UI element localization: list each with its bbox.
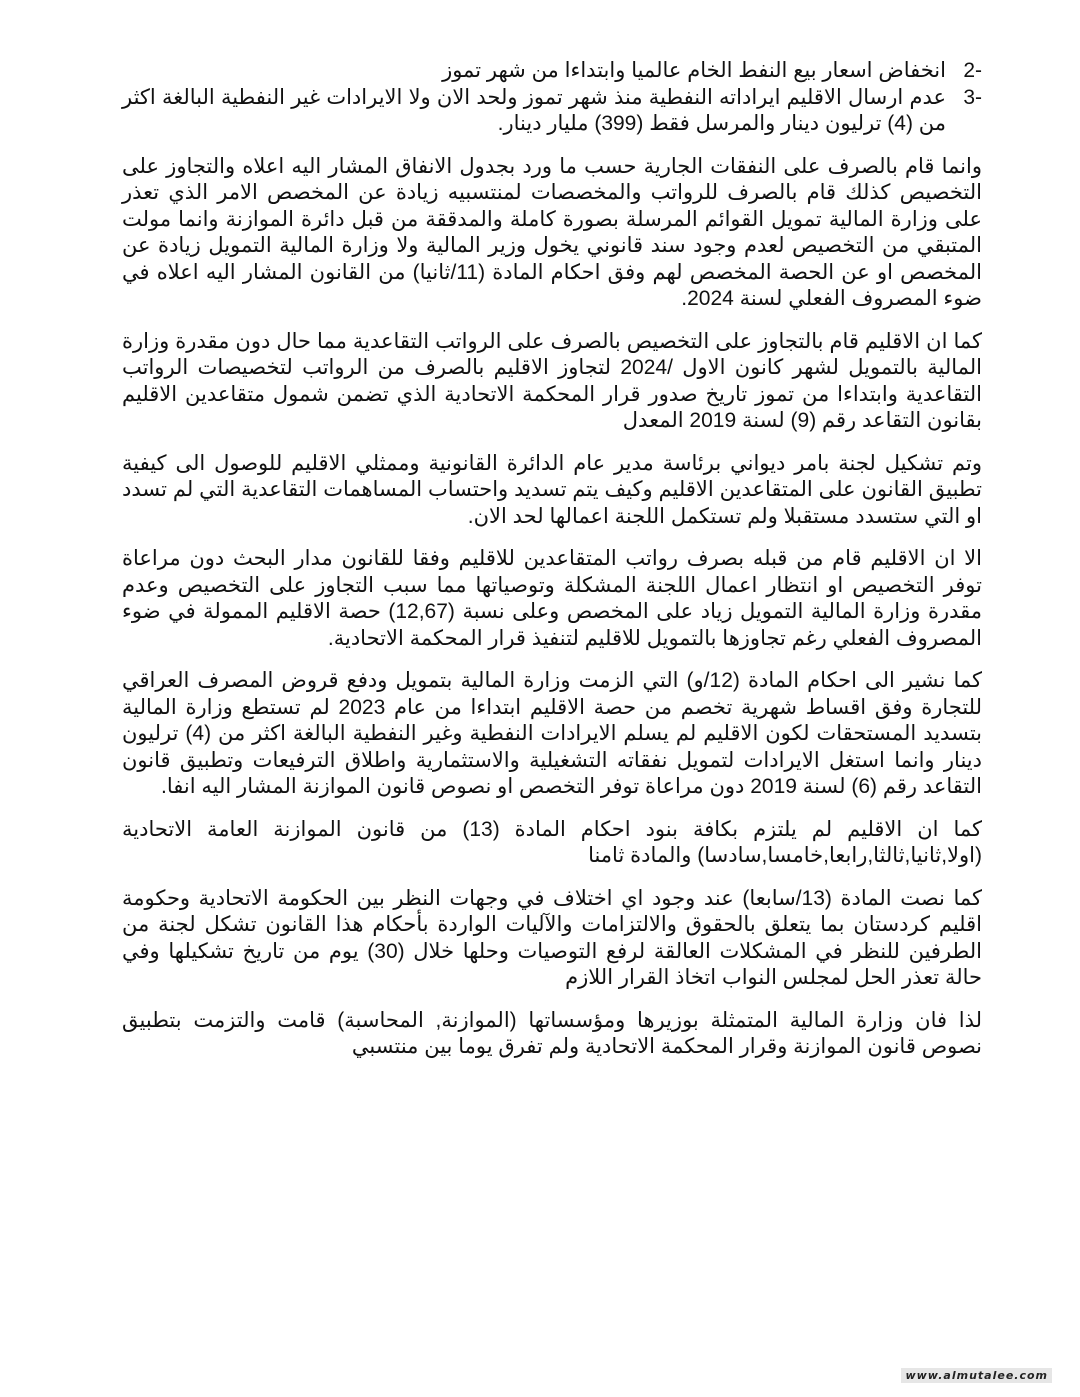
paragraph-article-13: كما ان الاقليم لم يلتزم بكافة بنود احكام المادة (13) من قانون الموازنة العامة الاتحادية (اولا,ثانيا,ثالثا,رابعا,خامسا,سادسا) والمادة ثامنا — [122, 817, 983, 867]
paragraph-conclusion: لذا فان وزارة المالية المتمثلة بوزيرها ومؤسساتها (الموازنة, المحاسبة) قامت والتزمت بتطبيق نصوص قانون الموازنة وقرار المحكمة الاتحادية ولم تفرق يوما بين منتسبي — [122, 1008, 982, 1058]
list-item — [122, 85, 982, 138]
paragraph-pension-overrun: كما ان الاقليم قام بالتجاوز على التخصيص بالصرف على الرواتب التقاعدية مما حال دون مقدرة وزارة المالية بالتمويل لشهر كانون الاول /2024 لتجاوز الاقليم بالصرف من الرواتب لتخصيصات الرواتب التقاعدية وابتداءا من تموز تاريخ صدور قرار المحكمة الاتحادية الذي تضمن شمول متقاعدين الاقليم بقانون التقاعد رقم (9) لسنة 2019 المعدل — [122, 329, 982, 432]
list-item-text: عدم ارسال الاقليم ايراداته النفطية منذ شهر تموز ولحد الان ولا الايرادات غير النفطية البالغة اكثر من (4) ترليون دينار والمرسل فقط (399) مليار دينار. — [122, 85, 946, 135]
list-item — [122, 58, 982, 85]
paragraph-expenditure-overrun: وانما قام بالصرف على النفقات الجارية حسب ما ورد بجدول الانفاق المشار اليه اعلاه والتجاوز على التخصيص كذلك قام بالصرف للرواتب والمخصصات لمنتسبيه زيادة عن المخصص الامر الذي تعذر على وزارة المالية تمويل القوائم المرسلة بصورة كاملة والمدققة من قبل دائرة الموازنة وانما مولت المتبقي من التخصيص لعدم وجود سند قانوني يخول وزير المالية ولا وزارة المالية التمويل زيادة عن المخصص او عن الحصة المخصص لهم وفق احكام المادة (11/ثانيا) من القانون المشار اليه اعلاه في ضوء المصروف الفعلي لسنة 2024. — [122, 154, 982, 310]
paragraph-article-13-seventh: كما نصت المادة (13/سابعا) عند وجود اي اختلاف في وجهات النظر بين الحكومة الاتحادية وحكومة اقليم كردستان بما يتعلق بالحقوق والالتزامات والآليات الواردة بأحكام هذا القانون تشكل لجنة من الطرفين للنظر في المشكلات العالقة لرفع التوصيات وحلها خلال (30) يوم من تاريخ تشكيلها وفي حالة تعذر الحل لمجلس النواب اتخاذ القرار اللازم — [122, 886, 982, 989]
list-item-text: انخفاض اسعار بيع النفط الخام عالميا وابتداءا من شهر تموز — [442, 59, 946, 82]
site-watermark: www.almutalee.com — [901, 1368, 1052, 1383]
paragraph-committee-formation: وتم تشكيل لجنة بامر ديواني برئاسة مدير عام الدائرة القانونية وممثلي الاقليم للوصول الى كيفية تطبيق القانون على المتقاعدين الاقليم وكيف يتم تسديد واحتساب المساهمات التقاعدية التي لم تسدد او التي ستسدد مستقبلا ولم تستكمل اللجنة اعمالها لحد الان. — [122, 451, 982, 528]
document-page — [122, 58, 982, 1077]
list-number: -2 — [963, 59, 982, 82]
list-number: -3 — [963, 85, 982, 109]
paragraph-bank-loans: كما نشير الى احكام المادة (12/و) التي الزمت وزارة المالية بتمويل ودفع قروض المصرف العراقي للتجارة وفق اقساط شهرية تخصم من حصة الاقليم ابتداءا من عام 2023 لم تستطع وزارة المالية بتسديد المستحقات لكون الاقليم لم يسلم الايرادات النفطية وغير النفطية البالغة اكثر من (4) ترليون دينار وانما استغل الايرادات لتمويل نفقاته التشغيلية والاستثمارية واطلاق الترفيعات وتطبيق قانون التقاعد رقم (6) لسنة 2019 دون مراعاة توفر التخصص او نصوص قانون الموازنة المشار اليه انفا. — [122, 669, 983, 798]
paragraph-region-pension-payments: الا ان الاقليم قام من قبله بصرف رواتب المتقاعدين للاقليم وفقا للقانون مدار البحث دون مراعاة توفر التخصيص او انتظار اعمال اللجنة المشكلة وتوصياتها مما سبب التجاوز على التخصيص وعدم مقدرة وزارة المالية التمويل زياد على المخصص وعلى نسبة (12,67) حصة الاقليم الممولة في ضوء المصروف الفعلي رغم تجاوزها بالتمويل للاقليم لتنفيذ قرار المحكمة الاتحادية. — [122, 547, 982, 650]
numbered-list — [122, 58, 982, 138]
